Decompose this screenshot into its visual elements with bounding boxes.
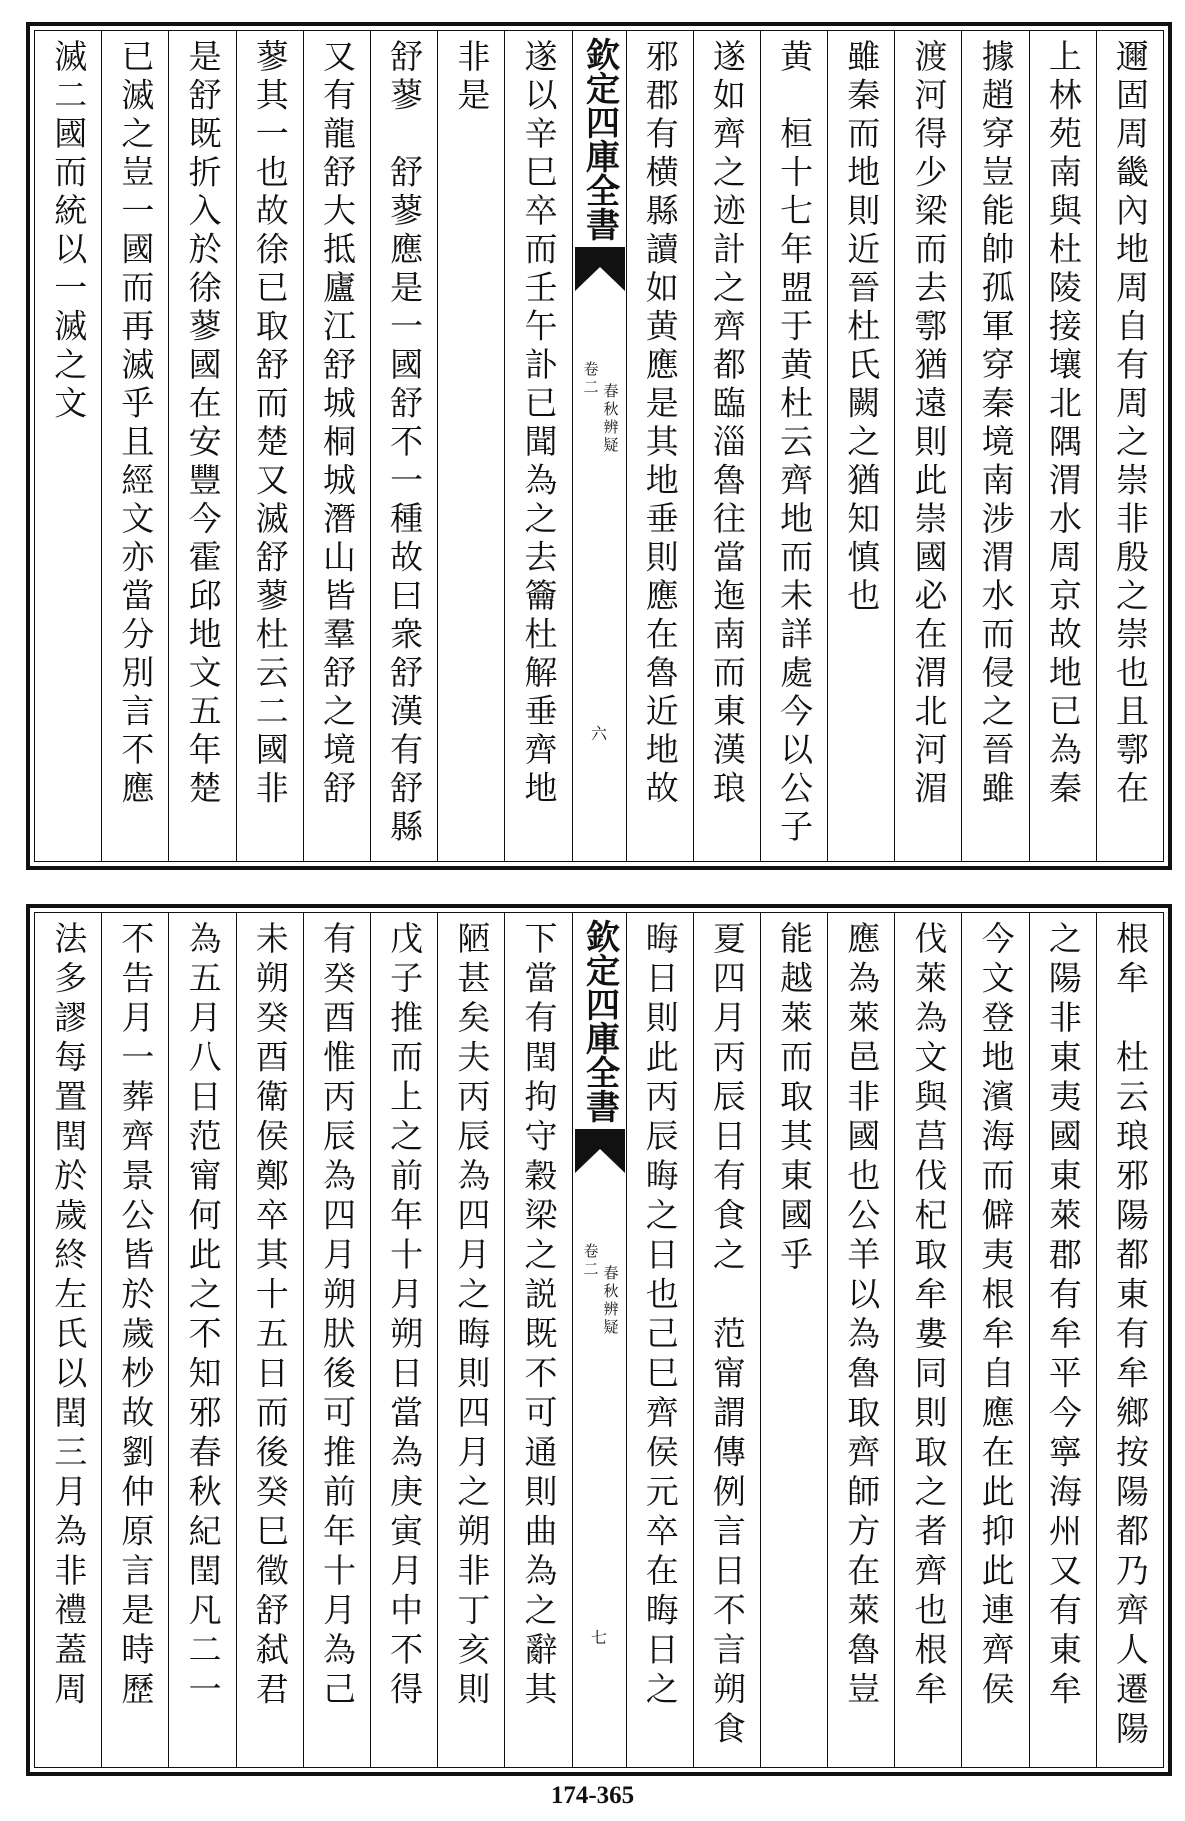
margin-title: 欽定四庫全書: [579, 919, 620, 1123]
text-column: 蓼其一也故徐已取舒而楚又滅舒蓼杜云二國非: [236, 31, 303, 861]
text-column: 之陽非東夷國東萊郡有牟平今寧海州又有東牟: [1029, 913, 1096, 1767]
text-column: 渡河得少梁而去鄠猶遠則此崇國必在渭北河湄: [894, 31, 961, 861]
text-column: 能越萊而取其東國乎: [760, 913, 827, 1767]
text-column: 遂以辛巳卒而壬午訃已聞為之去籥杜解垂齊地: [504, 31, 571, 861]
upper-book-leaf: [26, 22, 1172, 870]
text-column: 今文登地濱海而僻夷根牟自應在此抑此連齊侯: [961, 913, 1028, 1767]
center-margin: [572, 913, 626, 1767]
text-column: 應為萊邑非國也公羊以為魯取齊師方在萊魯豈: [827, 913, 894, 1767]
margin-volume: 卷二: [581, 361, 600, 397]
text-column: 晦日則此丙辰晦之日也己巳齊侯元卒在晦日之: [626, 913, 693, 1767]
text-column: 非是: [437, 31, 504, 861]
text-column: 又有龍舒大抵廬江舒城桐城潛山皆羣舒之境舒: [303, 31, 370, 861]
margin-title: 欽定四庫全書: [579, 37, 620, 241]
margin-folio-number: 七: [590, 1628, 607, 1647]
text-column: 不告月一葬齊景公皆於歲杪故劉仲原言是時歷: [101, 913, 168, 1767]
text-column: 據趙穿豈能帥孤軍穿秦境南涉渭水而侵之晉雖: [961, 31, 1028, 861]
text-column: 舒蓼 舒蓼應是一國舒不一種故曰衆舒漢有舒縣: [370, 31, 437, 861]
text-column: 邪郡有横縣讀如黄應是其地垂則應在魯近地故: [626, 31, 693, 861]
text-column: 陋甚矣夫丙辰為四月之晦則四月之朔非丁亥則: [437, 913, 504, 1767]
margin-book-title: 春秋辨疑: [601, 1265, 620, 1337]
text-column: 根牟 杜云琅邪陽都東有牟鄉按陽都乃齊人遷陽: [1096, 913, 1163, 1767]
lower-book-leaf: [26, 904, 1172, 1776]
margin-folio-number: 六: [590, 724, 607, 743]
text-column: 遂如齊之迹計之齊都臨淄魯往當迤南而東漢琅: [693, 31, 760, 861]
text-column: 未朔癸酉衛侯鄭卒其十五日而後癸巳徵舒弑君: [236, 913, 303, 1767]
page-frame: [34, 912, 1164, 1768]
text-column: 法多謬每置閏於歲終左氏以閏三月為非禮蓋周: [49, 921, 89, 1711]
text-column: 上林苑南與杜陵接壤北隅渭水周京故地已為秦: [1029, 31, 1096, 861]
text-column: 伐萊為文與莒伐杞取牟婁同則取之者齊也根牟: [894, 913, 961, 1767]
text-column: 是舒既折入於徐蓼國在安豐今霍邱地文五年楚: [168, 31, 235, 861]
page-number: 174-365: [550, 1782, 635, 1809]
text-column: 為五月八日范甯何此之不知邪春秋紀閏凡二一: [168, 913, 235, 1767]
fish-tail-icon: [575, 1129, 625, 1173]
fish-tail-icon: [575, 247, 625, 291]
center-margin: [572, 31, 626, 861]
text-column: 戊子推而上之前年十月朔日當為庚寅月中不得: [370, 913, 437, 1767]
text-column: 邇固周畿內地周自有周之崇非殷之崇也且鄠在: [1096, 31, 1163, 861]
margin-volume: 卷二: [581, 1243, 600, 1279]
text-column: 黄 桓十七年盟于黄杜云齊地而未詳處今以公子: [760, 31, 827, 861]
margin-book-title: 春秋辨疑: [601, 383, 620, 455]
text-column: 有癸酉惟丙辰為四月朔肰後可推前年十月為己: [303, 913, 370, 1767]
text-column: 已滅之豈一國而再滅乎且經文亦當分別言不應: [101, 31, 168, 861]
text-column: 滅二國而統以一滅之文: [49, 39, 89, 424]
text-column: 雖秦而地則近晉杜氏闕之猶知慎也: [827, 31, 894, 861]
text-column: 下當有閏拘守穀梁之説既不可通則曲為之辭其: [504, 913, 571, 1767]
page-frame: [34, 30, 1164, 862]
text-column: 夏四月丙辰日有食之 范甯謂傳例言日不言朔食: [693, 913, 760, 1767]
